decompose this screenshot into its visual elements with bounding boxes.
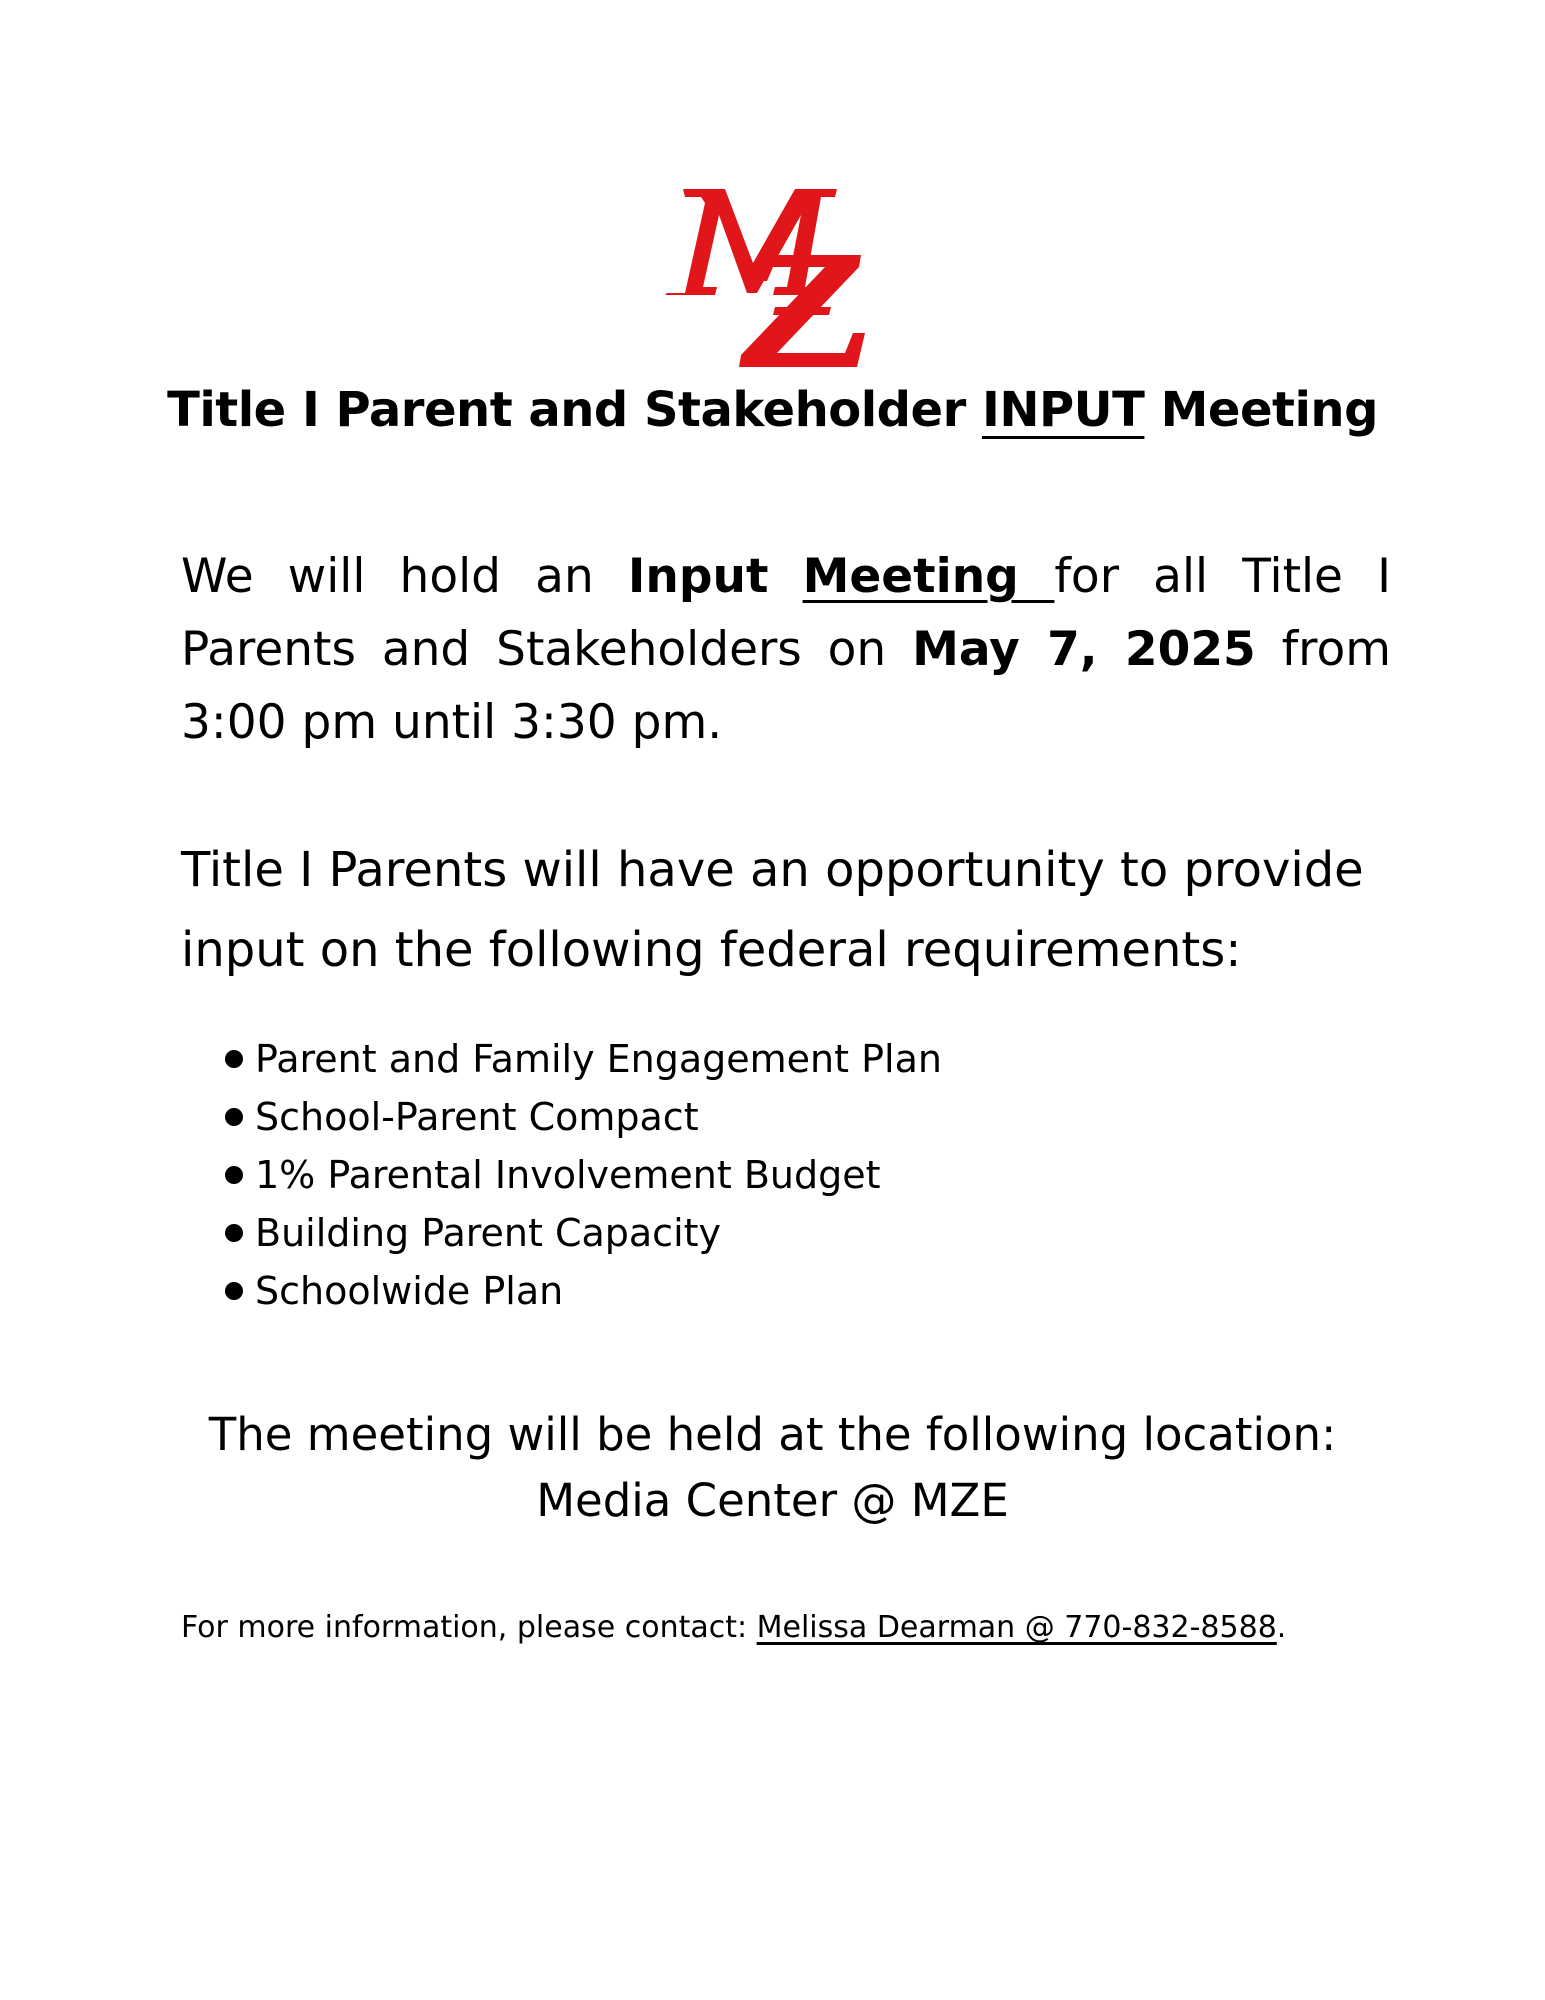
list-item — [225, 1030, 942, 1088]
bullet-icon — [225, 1050, 243, 1068]
meeting-end-time: 3:30 pm — [511, 695, 708, 750]
list-item — [225, 1146, 942, 1204]
intro-text-1: We will hold an — [181, 549, 628, 604]
location-block — [0, 1402, 1545, 1534]
requirement-label: 1% Parental Involvement Budget — [255, 1153, 881, 1197]
intro-space — [768, 549, 802, 604]
requirement-label: Building Parent Capacity — [255, 1211, 722, 1255]
intro-paragraph — [181, 540, 1391, 759]
meeting-start-time: 3:00 pm — [181, 695, 378, 750]
intro-input-bold: Input — [627, 549, 769, 604]
bullet-icon — [225, 1224, 243, 1242]
intro-text-3: from — [1255, 622, 1391, 677]
bullet-icon — [225, 1282, 243, 1300]
mz-logo-icon — [655, 175, 875, 375]
location-intro: The meeting will be held at the following location: — [208, 1408, 1337, 1461]
bullet-icon — [225, 1108, 243, 1126]
requirement-label: Parent and Family Engagement Plan — [255, 1037, 942, 1081]
intro-text-4: until — [377, 695, 512, 750]
title-prefix: Title I Parent and Stakeholder — [167, 382, 982, 438]
meeting-date: May 7, 2025 — [912, 622, 1256, 677]
contact-label: For more information, please contact: — [181, 1610, 757, 1645]
requirement-label: School-Parent Compact — [255, 1095, 699, 1139]
list-item — [225, 1204, 942, 1262]
location-name: Media Center @ MZE — [536, 1474, 1009, 1527]
contact-line — [181, 1610, 1286, 1645]
contact-link[interactable]: Melissa Dearman @ 770-832-8588 — [756, 1610, 1277, 1645]
title-emphasis: INPUT — [981, 382, 1145, 438]
intro-meeting-bold: Meeting — [802, 549, 1055, 604]
contact-end: . — [1276, 1610, 1287, 1645]
bullet-icon — [225, 1166, 243, 1184]
list-item — [225, 1088, 942, 1146]
school-logo — [655, 175, 875, 375]
title-suffix: Meeting — [1144, 382, 1378, 438]
page-title — [0, 382, 1545, 438]
intro-text-5: . — [707, 695, 723, 750]
requirements-list — [225, 1030, 942, 1320]
intro-text-2: for all Title I Parents and Stakeholders on — [181, 549, 1391, 677]
opportunity-paragraph: Title I Parents will have an opportunity to provide input on the following federal requirements: — [181, 842, 1364, 978]
list-item — [225, 1262, 942, 1320]
requirement-label: Schoolwide Plan — [255, 1269, 564, 1313]
